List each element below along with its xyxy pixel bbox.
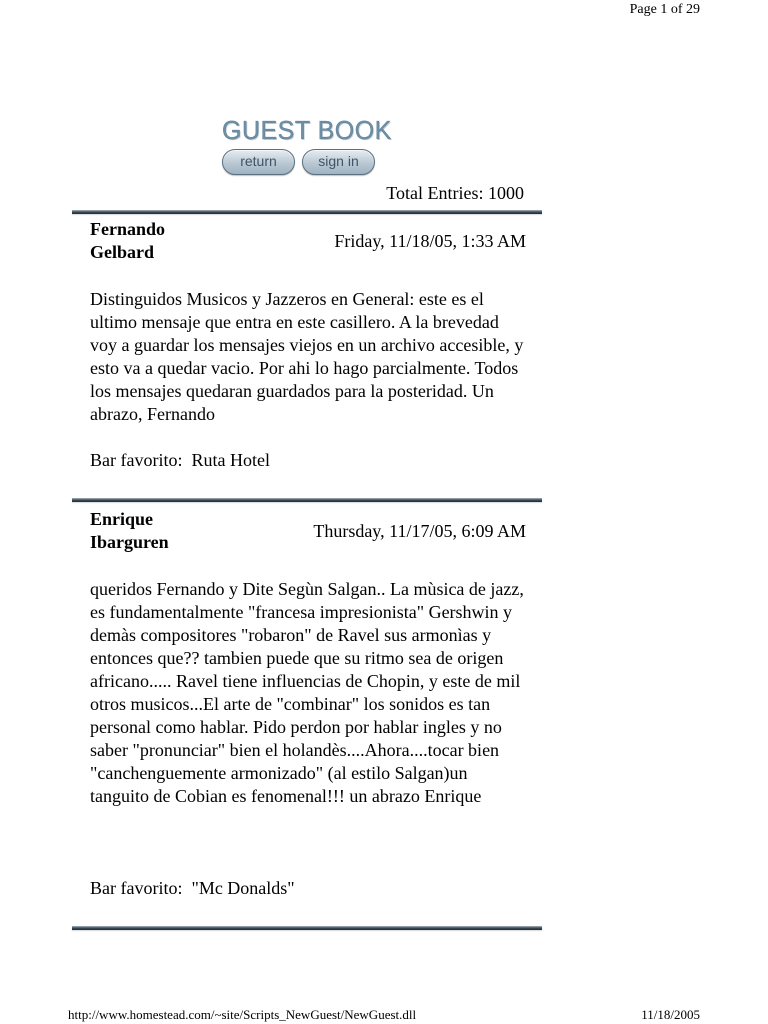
entry-date: Friday, 11/18/05, 1:33 AM — [334, 231, 526, 251]
footer-url: http://www.homestead.com/~site/Scripts_NewGuest/NewGuest.dll — [68, 1007, 417, 1022]
entry-bar-favorito: Bar favorito: Ruta Hotel — [90, 450, 270, 470]
entry-message: Distinguidos Musicos y Jazzeros en General: este es el ultimo mensaje que entra en este casillero. A la brevedad voy a guardar los mensajes viejos en un archivo accesible, y esto va a quedar vacio. Por ahi lo hago parcialmente. Todos los mensajes quedaran guardados para la posteridad. Un abrazo, Fernando — [90, 289, 524, 424]
entry-author-name: Fernando Gelbard — [90, 219, 166, 262]
entry-divider — [72, 210, 542, 214]
return-button[interactable]: return — [222, 149, 295, 175]
entry-date: Thursday, 11/17/05, 6:09 AM — [313, 521, 526, 541]
total-entries: Total Entries: 1000 — [386, 183, 524, 203]
entry-author-name: Enrique Ibarguren — [90, 509, 169, 552]
sign-in-button[interactable]: sign in — [302, 149, 375, 175]
entry-bar-favorito: Bar favorito: "Mc Donalds" — [90, 878, 295, 898]
entry-divider — [72, 498, 542, 502]
page-indicator: Page 1 of 29 — [629, 2, 700, 17]
entry-divider — [72, 926, 542, 930]
entry-message: queridos Fernando y Dite Segùn Salgan.. La mùsica de jazz, es fundamentalmente "francesa impresionista" Gershwin y demàs compositores "robaron" de Ravel sus armonìas y entonces que?? tambien puede que su ritmo sea de origen africano..... Ravel tiene influencias de Chopin, y este de mil otros musicos...El arte de "combinar" los sonidos es tan personal como hablar. Pido perdon por hablar ingles y no saber "pronunciar" bien el holandès....Ahora....tocar bien "canchenguemente armonizado" (al estilo Salgan)un tanguito de Cobian es fenomenal!!! un abrazo Enrique — [90, 579, 524, 806]
guestbook-logo: GUEST BOOK — [222, 116, 392, 146]
footer-date: 11/18/2005 — [641, 1007, 700, 1022]
